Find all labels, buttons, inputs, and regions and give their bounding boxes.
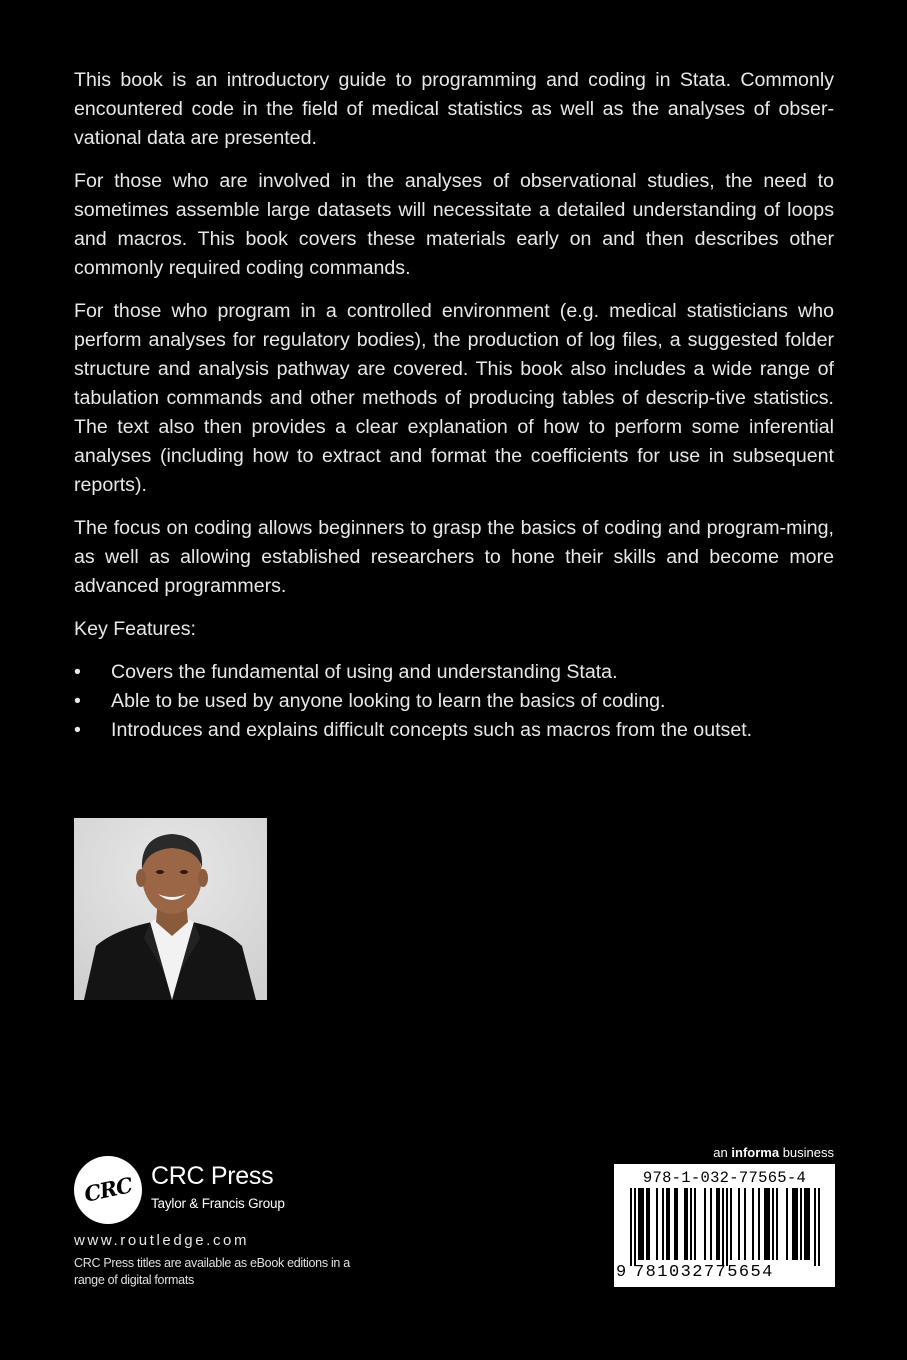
- key-feature-text: Introduces and explains difficult concepts such as macros from the outset.: [111, 719, 753, 741]
- barcode-guard-bar: [630, 1188, 632, 1266]
- barcode-bar: [766, 1188, 768, 1260]
- barcode-guard-bar: [726, 1188, 728, 1266]
- barcode-guard-bar: [634, 1188, 636, 1266]
- publisher-url[interactable]: www.routledge.com: [74, 1232, 250, 1249]
- barcode-bar: [674, 1188, 676, 1260]
- key-feature-text: Able to be used by anyone looking to learn the basics of coding.: [111, 690, 666, 712]
- key-feature-text: Covers the fundamental of using and understanding Stata.: [111, 661, 618, 683]
- barcode-bar: [786, 1188, 788, 1260]
- barcode-bar: [808, 1188, 810, 1260]
- ebook-note: CRC Press titles are available as eBook editions in a range of digital formats: [74, 1256, 350, 1287]
- list-item: [74, 716, 834, 745]
- bullet-icon: •: [74, 661, 81, 683]
- barcode-bar: [666, 1188, 668, 1260]
- barcode-bar: [738, 1188, 740, 1260]
- barcode-bar: [704, 1188, 706, 1260]
- key-features-list: [74, 658, 834, 745]
- informa-brand: informa: [731, 1145, 780, 1160]
- informa-tagline: [713, 1145, 834, 1160]
- publisher-group: Taylor & Francis Group: [151, 1196, 285, 1211]
- list-item: [74, 687, 834, 716]
- informa-suffix: business: [782, 1145, 834, 1160]
- publisher-name: CRC Press: [151, 1162, 274, 1190]
- bullet-icon: •: [74, 719, 81, 741]
- barcode-bar: [648, 1188, 650, 1260]
- blurb-paragraph-2: For those who are involved in the analyses of observational studies, the need to sometimes assemble large datasets will necessitate a detailed understanding of loops and macros. This book covers these materials early on and then describes other commonly required coding commands.: [74, 170, 834, 279]
- barcode-bar: [744, 1188, 746, 1260]
- barcode-bar: [796, 1188, 798, 1260]
- barcode-bar: [676, 1188, 678, 1260]
- key-features-title: Key Features:: [74, 618, 196, 640]
- barcode-bar: [656, 1188, 658, 1260]
- isbn-number: 978-1-032-77565-4: [642, 1169, 807, 1187]
- blurb-paragraph-4: The focus on coding allows beginners to grasp the basics of coding and program-ming, as well as allowing established researchers to hone their skills and become more advanced programmers.: [74, 517, 834, 597]
- barcode-bar: [668, 1188, 670, 1260]
- barcode-bar: [638, 1188, 640, 1260]
- barcode-bar: [752, 1188, 754, 1260]
- barcode-bar: [776, 1188, 778, 1260]
- barcode-bar: [686, 1188, 688, 1260]
- barcode-bar: [792, 1188, 794, 1260]
- barcode-bar: [794, 1188, 796, 1260]
- back-cover-blurb: [74, 66, 834, 745]
- barcode-bar: [730, 1188, 732, 1260]
- barcode-bar: [694, 1188, 696, 1260]
- barcode-bar: [690, 1188, 692, 1260]
- barcode-bar: [710, 1188, 712, 1260]
- barcode-guard-bar: [818, 1188, 820, 1266]
- barcode-bar: [684, 1188, 686, 1260]
- barcode-guard-bar: [814, 1188, 816, 1266]
- barcode-bar: [768, 1188, 770, 1260]
- barcode-bar: [758, 1188, 760, 1260]
- barcode-bar: [662, 1188, 664, 1260]
- isbn-barcode: [614, 1164, 835, 1287]
- barcode-bar: [640, 1188, 642, 1260]
- crc-press-logo: [74, 1156, 142, 1224]
- barcode-bar: [646, 1188, 648, 1260]
- barcode-bar: [716, 1188, 718, 1260]
- logo-text: CRC: [81, 1172, 135, 1207]
- blurb-paragraph-1: This book is an introductory guide to programming and coding in Stata. Commonly encountered code in the field of medical statistics as well as the analyses of obser-vational data are presented.: [74, 69, 834, 149]
- barcode-bar: [806, 1188, 808, 1260]
- author-portrait-image: [74, 818, 267, 1000]
- barcode-remaining-digits: 781032775654: [634, 1263, 774, 1282]
- barcode-bar: [642, 1188, 644, 1260]
- barcode-bar: [764, 1188, 766, 1260]
- bullet-icon: •: [74, 690, 81, 712]
- author-photo: [74, 818, 267, 1000]
- list-item: [74, 658, 834, 687]
- informa-prefix: an: [713, 1145, 728, 1160]
- barcode-bar: [772, 1188, 774, 1260]
- barcode-first-digit: 9: [616, 1263, 627, 1282]
- blurb-paragraph-3: For those who program in a controlled environment (e.g. medical statisticians who perform analyses for regulatory bodies), the production of log files, a suggested folder structure and analysis pathway are covered. This book also includes a wide range of tabulation commands and other methods of producing tables of descrip-tive statistics. The text also then provides a clear explanation of how to perform some inferential analyses (including how to extract and format the coefficients for use in subsequent reports).: [74, 300, 834, 496]
- barcode-bar: [718, 1188, 720, 1260]
- barcode-bar: [800, 1188, 802, 1260]
- barcode-guard-bar: [722, 1188, 724, 1266]
- barcode-bar: [804, 1188, 806, 1260]
